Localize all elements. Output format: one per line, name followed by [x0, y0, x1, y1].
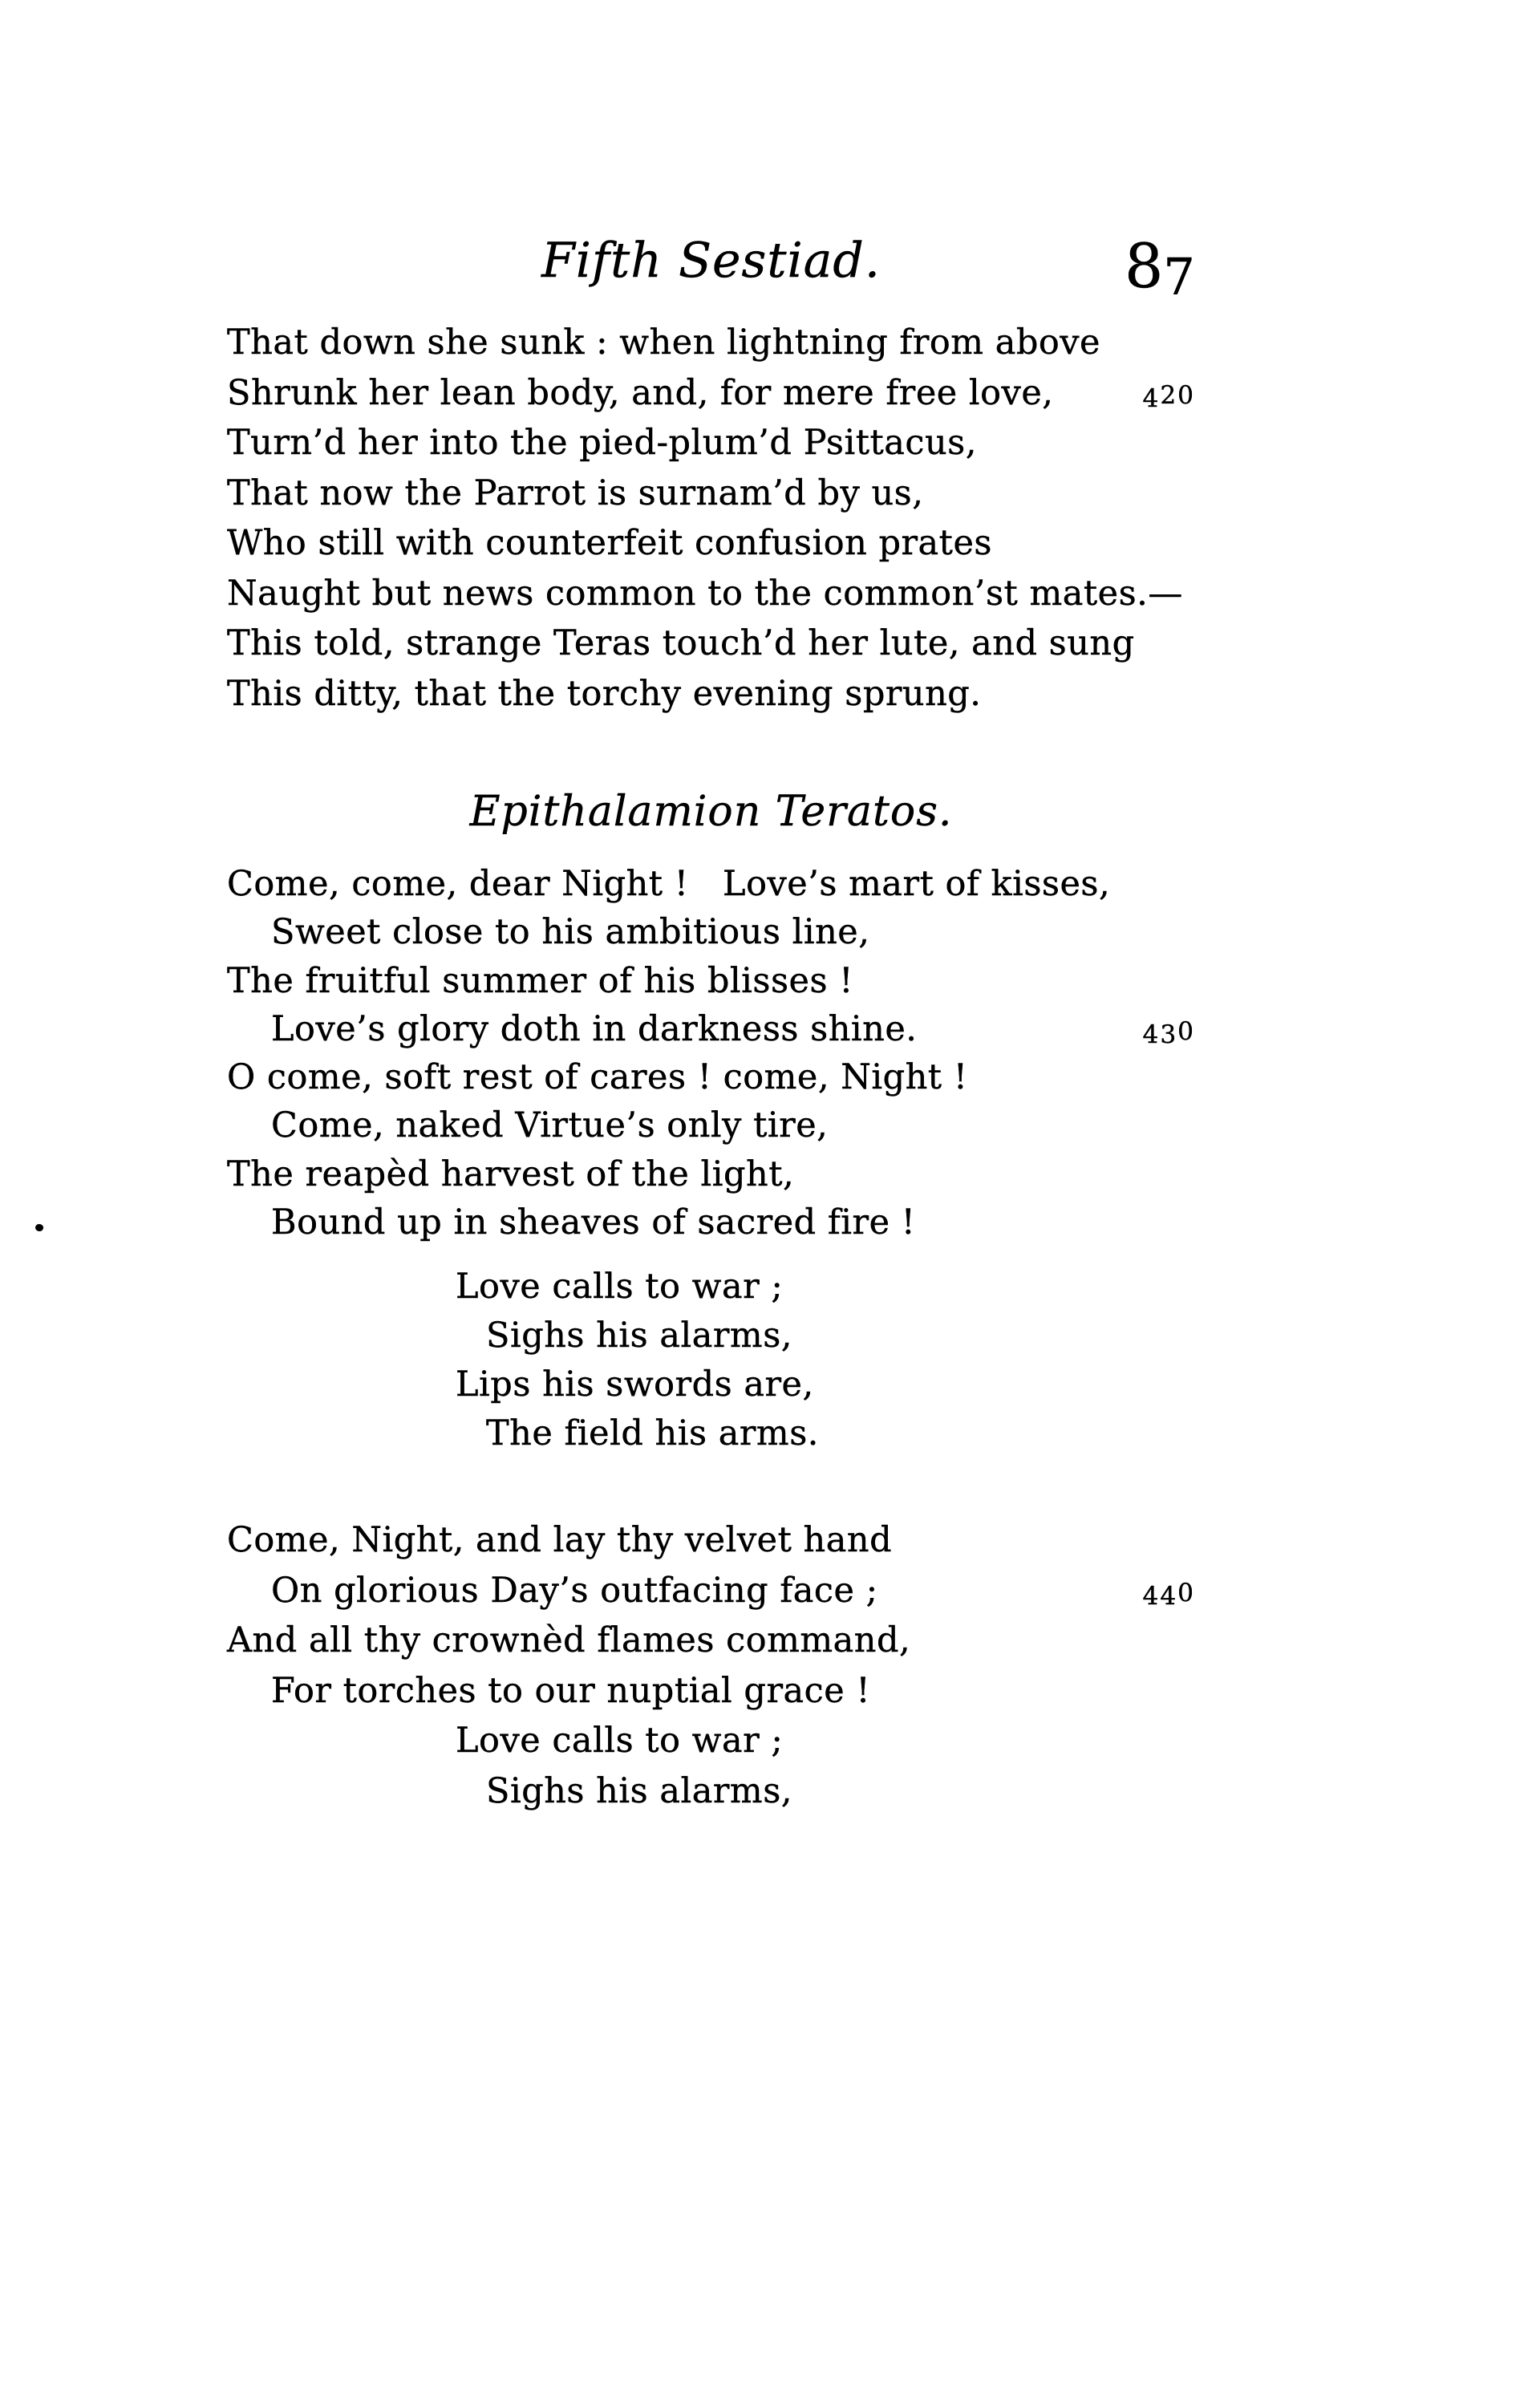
verse-line-number [1142, 368, 1195, 421]
poem-line-text: Come, naked Virtue’s only tire, [271, 1105, 829, 1146]
poem-line [227, 1198, 1195, 1247]
poem-line [227, 1053, 1195, 1101]
poem-line [227, 1150, 1195, 1198]
oldstyle-digit: 0 [1177, 1016, 1195, 1046]
stanza-2-block [227, 1515, 1195, 1816]
running-header [227, 230, 1195, 306]
poem-line [227, 669, 1195, 720]
poem-line [227, 1101, 1195, 1149]
poem-line-text: That down she sunk : when lightning from above [227, 322, 1100, 363]
poem-line [227, 860, 1195, 908]
poem-line-text: Sighs his alarms, [486, 1316, 792, 1356]
poem-line [227, 1566, 1195, 1616]
poem-line [227, 368, 1195, 419]
poem-line-text: Turn’d her into the pied-plum’d Psittacus, [227, 423, 977, 463]
poem-line [227, 518, 1195, 569]
poem-line [227, 569, 1195, 619]
poem-line [227, 468, 1195, 519]
oldstyle-digit: 2 [1160, 380, 1178, 410]
poem-line-text: This ditty, that the torchy evening sprung. [227, 673, 982, 714]
poem-line-text: That now the Parrot is surnam’d by us, [227, 472, 924, 513]
poem-line [227, 908, 1195, 956]
poem-line-text: Naught but news common to the common’st mates.— [227, 573, 1183, 614]
verse-line-number [1142, 1005, 1195, 1056]
poem-line [227, 618, 1195, 669]
page-title: Fifth Sestiad. [541, 233, 881, 289]
oldstyle-digit: 7 [1163, 247, 1195, 306]
poem-line [227, 1360, 1195, 1409]
intro-verse-block [227, 318, 1195, 719]
verse-line-number [1142, 1566, 1195, 1619]
poem-line-text: Lips his swords are, [456, 1364, 814, 1405]
poem-line-text: This told, strange Teras touch’d her lute, and sung [227, 623, 1135, 663]
oldstyle-digit: 3 [1160, 1020, 1178, 1050]
poem-line-text: The reapèd harvest of the light, [227, 1153, 795, 1194]
poem-line-text: Who still with counterfeit confusion prates [227, 523, 992, 563]
poem-line-text: The fruitful summer of his blisses ! [227, 960, 853, 1001]
poem-line-text: The field his arms. [486, 1413, 819, 1453]
poem-line-text: And all thy crownèd flames command, [227, 1620, 911, 1660]
oldstyle-digit: 4 [1160, 1581, 1178, 1611]
poem-line-text: Bound up in sheaves of sacred fire ! [271, 1202, 916, 1243]
poem-line [227, 418, 1195, 468]
poem-line-text: O come, soft rest of cares ! come, Night ! [227, 1057, 968, 1098]
poem-line [227, 1312, 1195, 1360]
poem-line-text: Come, come, dear Night ! Love’s mart of kisses, [227, 864, 1111, 904]
poem-line-text: For torches to our nuptial grace ! [271, 1670, 871, 1711]
poem-line-text: Sighs his alarms, [486, 1770, 792, 1811]
poem-line [227, 1666, 1195, 1717]
section-heading: Epithalamion Teratos. [469, 788, 953, 836]
poem-line [227, 1409, 1195, 1458]
oldstyle-digit: 4 [1142, 1581, 1161, 1611]
poem-line [227, 1616, 1195, 1666]
poem-line [227, 1515, 1195, 1566]
poem-line-text: Love’s glory doth in darkness shine. [271, 1008, 918, 1049]
poem-line [227, 957, 1195, 1005]
poem-line-text: Love calls to war ; [456, 1267, 784, 1307]
poem-line-text: Sweet close to his ambitious line, [271, 912, 870, 953]
poem-line [227, 1766, 1195, 1817]
poem-line [227, 318, 1195, 368]
stanza-1-block [227, 860, 1195, 1247]
poem-line [227, 1716, 1195, 1766]
poem-line-text: Shrunk her lean body, and, for mere free love, [227, 372, 1054, 413]
poem-line-text: On glorious Day’s outfacing face ; [271, 1570, 878, 1611]
poem-line [227, 1263, 1195, 1312]
oldstyle-digit: 0 [1177, 1578, 1195, 1607]
poem-line-text: Come, Night, and lay thy velvet hand [227, 1520, 893, 1560]
poem-line-text: Love calls to war ; [456, 1721, 784, 1761]
poem-line [227, 1005, 1195, 1053]
oldstyle-digit: 4 [1142, 1020, 1161, 1050]
page-number [1124, 230, 1195, 306]
oldstyle-digit: 4 [1142, 383, 1161, 413]
oldstyle-digit: 8 [1124, 230, 1164, 302]
ink-speck [34, 1223, 44, 1232]
refrain-1-block [227, 1263, 1195, 1458]
oldstyle-digit: 0 [1177, 380, 1195, 410]
